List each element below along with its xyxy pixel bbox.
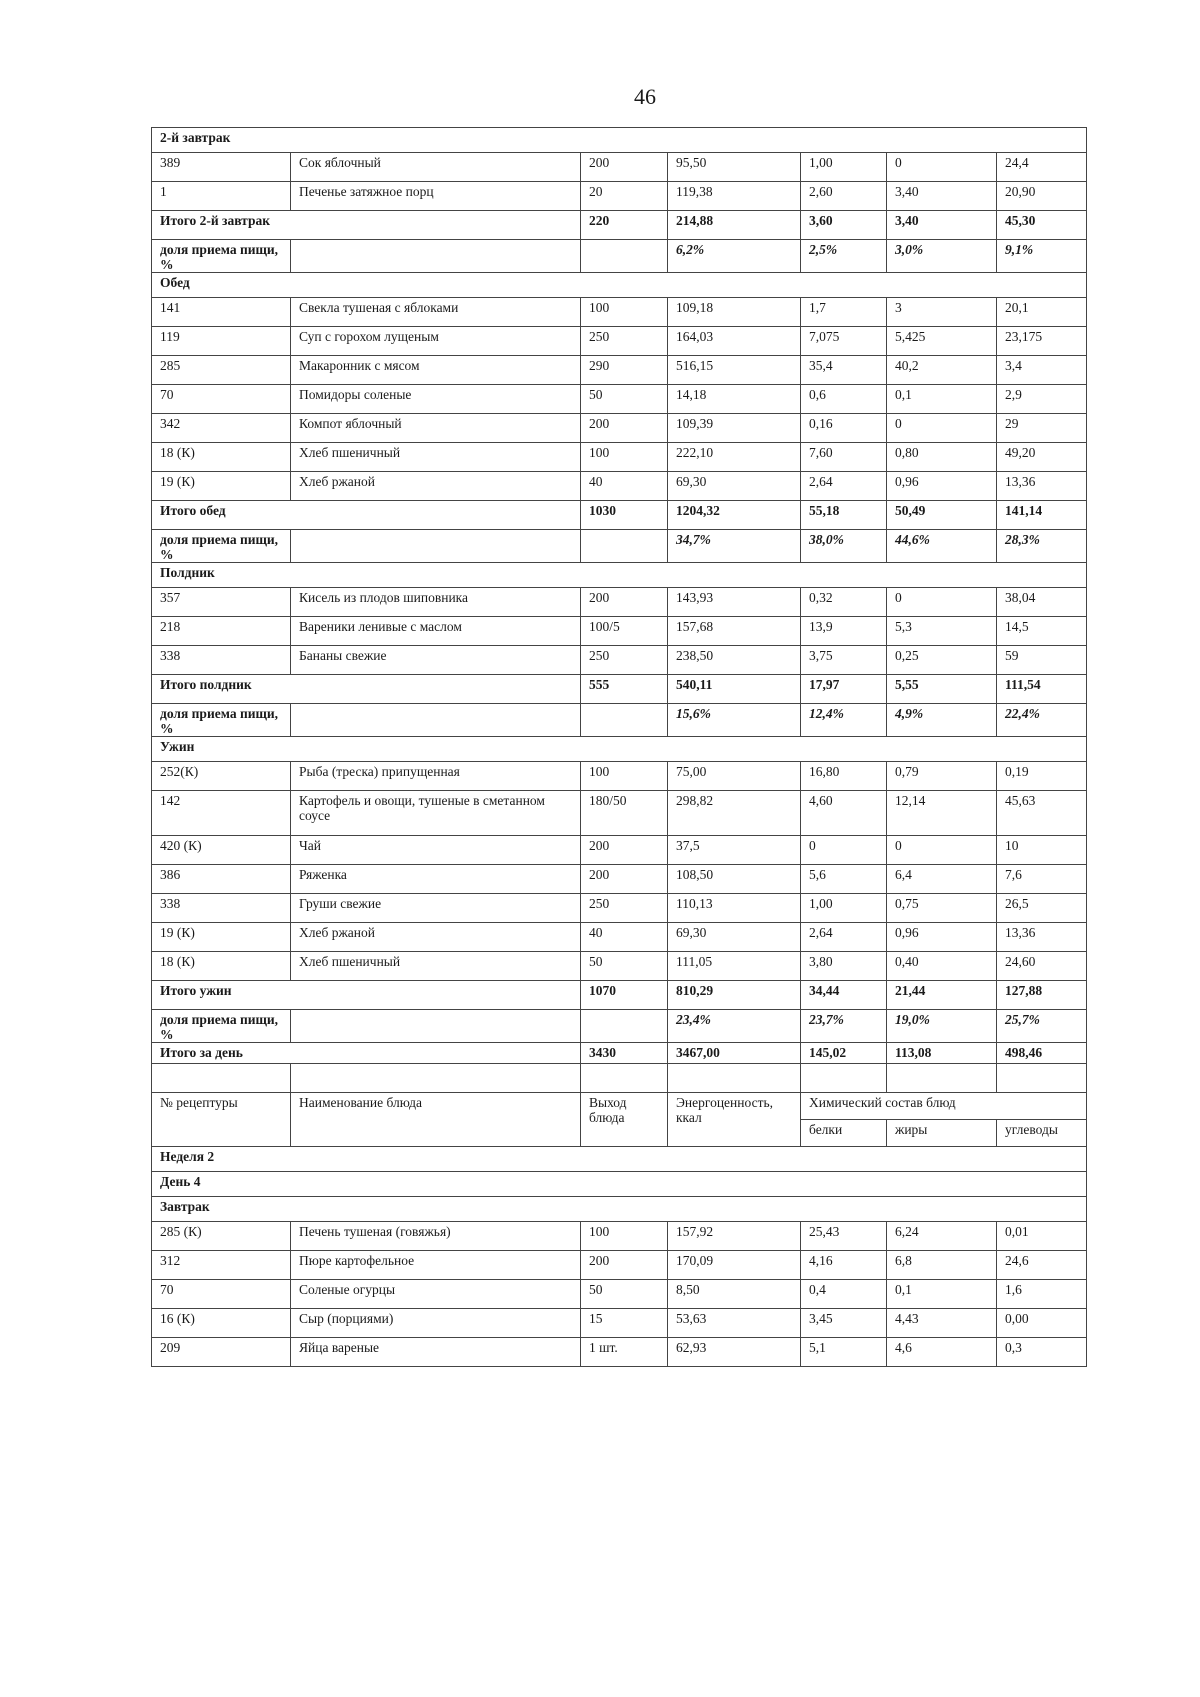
portion-value: 100	[581, 443, 668, 472]
total-portion: 1030	[581, 501, 668, 530]
section-heading-row	[152, 273, 1087, 298]
portion-value: 290	[581, 356, 668, 385]
share-row	[152, 1010, 1087, 1043]
protein-value: 1,00	[801, 894, 887, 923]
total-label: Итого 2-й завтрак	[152, 211, 581, 240]
carbs-value: 0,3	[997, 1338, 1087, 1367]
portion-value: 200	[581, 588, 668, 617]
energy-value: 75,00	[668, 762, 801, 791]
share-empty	[291, 240, 581, 273]
share-empty	[581, 530, 668, 563]
portion-value: 50	[581, 952, 668, 981]
share-empty	[291, 704, 581, 737]
share-energy: 23,4%	[668, 1010, 801, 1043]
table-row	[152, 617, 1087, 646]
protein-value: 4,60	[801, 791, 887, 836]
carbs-value: 7,6	[997, 865, 1087, 894]
total-label: Итого обед	[152, 501, 581, 530]
fat-value: 40,2	[887, 356, 997, 385]
portion-value: 180/50	[581, 791, 668, 836]
energy-value: 53,63	[668, 1309, 801, 1338]
portion-value: 200	[581, 414, 668, 443]
total-fat: 5,55	[887, 675, 997, 704]
menu-table	[151, 127, 1087, 1367]
energy-value: 69,30	[668, 923, 801, 952]
day-label: День 4	[152, 1172, 1087, 1197]
dish-name: Хлеб пшеничный	[291, 952, 581, 981]
table-row	[152, 1309, 1087, 1338]
carbs-value: 20,1	[997, 298, 1087, 327]
share-empty	[581, 704, 668, 737]
protein-value: 13,9	[801, 617, 887, 646]
recipe-code: 19 (К)	[152, 472, 291, 501]
energy-value: 62,93	[668, 1338, 801, 1367]
energy-value: 143,93	[668, 588, 801, 617]
total-fat: 3,40	[887, 211, 997, 240]
dish-name: Картофель и овощи, тушеные в сметанном соусе	[291, 791, 581, 836]
energy-value: 108,50	[668, 865, 801, 894]
carbs-value: 14,5	[997, 617, 1087, 646]
section-title: Обед	[152, 273, 1087, 298]
protein-value: 1,7	[801, 298, 887, 327]
portion-value: 100	[581, 1222, 668, 1251]
recipe-code: 16 (К)	[152, 1309, 291, 1338]
total-label: Итого полдник	[152, 675, 581, 704]
share-label: доля приема пищи, %	[152, 1010, 291, 1043]
table-row	[152, 472, 1087, 501]
energy-value: 37,5	[668, 836, 801, 865]
portion-value: 250	[581, 894, 668, 923]
recipe-code: 338	[152, 646, 291, 675]
carbs-value: 3,4	[997, 356, 1087, 385]
energy-value: 157,92	[668, 1222, 801, 1251]
week-label: Неделя 2	[152, 1147, 1087, 1172]
protein-value: 5,1	[801, 1338, 887, 1367]
fat-value: 0	[887, 153, 997, 182]
table-row	[152, 1251, 1087, 1280]
section-heading-row	[152, 737, 1087, 762]
carbs-value: 23,175	[997, 327, 1087, 356]
energy-value: 222,10	[668, 443, 801, 472]
fat-value: 4,43	[887, 1309, 997, 1338]
table-row	[152, 182, 1087, 211]
protein-value: 5,6	[801, 865, 887, 894]
portion-value: 200	[581, 865, 668, 894]
portion-value: 40	[581, 472, 668, 501]
protein-value: 2,64	[801, 472, 887, 501]
share-label: доля приема пищи, %	[152, 240, 291, 273]
table-row	[152, 646, 1087, 675]
table-row	[152, 836, 1087, 865]
carbs-value: 10	[997, 836, 1087, 865]
total-row	[152, 211, 1087, 240]
protein-value: 35,4	[801, 356, 887, 385]
header-protein: белки	[801, 1120, 887, 1147]
blank-cell	[887, 1064, 997, 1093]
energy-value: 516,15	[668, 356, 801, 385]
portion-value: 250	[581, 646, 668, 675]
share-carbs: 9,1%	[997, 240, 1087, 273]
dish-name: Ряженка	[291, 865, 581, 894]
dish-name: Компот яблочный	[291, 414, 581, 443]
carbs-value: 1,6	[997, 1280, 1087, 1309]
dish-name: Чай	[291, 836, 581, 865]
share-energy: 15,6%	[668, 704, 801, 737]
carbs-value: 49,20	[997, 443, 1087, 472]
share-energy: 34,7%	[668, 530, 801, 563]
table-row	[152, 443, 1087, 472]
share-energy: 6,2%	[668, 240, 801, 273]
blank-cell	[668, 1064, 801, 1093]
header-energy: Энергоценность, ккал	[668, 1093, 801, 1147]
fat-value: 5,425	[887, 327, 997, 356]
fat-value: 4,6	[887, 1338, 997, 1367]
protein-value: 0,16	[801, 414, 887, 443]
protein-value: 0	[801, 836, 887, 865]
energy-value: 14,18	[668, 385, 801, 414]
energy-value: 109,18	[668, 298, 801, 327]
header-carbs: углеводы	[997, 1120, 1087, 1147]
day-total-portion: 3430	[581, 1043, 668, 1064]
dish-name: Бананы свежие	[291, 646, 581, 675]
recipe-code: 252(К)	[152, 762, 291, 791]
share-fat: 19,0%	[887, 1010, 997, 1043]
carbs-value: 38,04	[997, 588, 1087, 617]
dish-name: Яйца вареные	[291, 1338, 581, 1367]
dish-name: Макаронник с мясом	[291, 356, 581, 385]
table-row	[152, 923, 1087, 952]
total-portion: 1070	[581, 981, 668, 1010]
menu-table-body	[152, 128, 1087, 1367]
week-row	[152, 1147, 1087, 1172]
portion-value: 250	[581, 327, 668, 356]
protein-value: 1,00	[801, 153, 887, 182]
dish-name: Помидоры соленые	[291, 385, 581, 414]
portion-value: 1 шт.	[581, 1338, 668, 1367]
blank-cell	[997, 1064, 1087, 1093]
fat-value: 0,96	[887, 923, 997, 952]
day-total-protein: 145,02	[801, 1043, 887, 1064]
portion-value: 100	[581, 762, 668, 791]
blank-cell	[801, 1064, 887, 1093]
carbs-value: 24,4	[997, 153, 1087, 182]
section-heading-row	[152, 128, 1087, 153]
recipe-code: 19 (К)	[152, 923, 291, 952]
header-chemical-composition: Химический состав блюд	[801, 1093, 1087, 1120]
recipe-code: 218	[152, 617, 291, 646]
share-label: доля приема пищи, %	[152, 704, 291, 737]
fat-value: 0,1	[887, 1280, 997, 1309]
carbs-value: 0,19	[997, 762, 1087, 791]
blank-cell	[581, 1064, 668, 1093]
recipe-code: 1	[152, 182, 291, 211]
protein-value: 7,075	[801, 327, 887, 356]
protein-value: 4,16	[801, 1251, 887, 1280]
fat-value: 0,96	[887, 472, 997, 501]
table-row	[152, 894, 1087, 923]
table-row	[152, 385, 1087, 414]
energy-value: 298,82	[668, 791, 801, 836]
protein-value: 2,60	[801, 182, 887, 211]
total-carbs: 141,14	[997, 501, 1087, 530]
share-fat: 3,0%	[887, 240, 997, 273]
protein-value: 16,80	[801, 762, 887, 791]
table-row	[152, 298, 1087, 327]
protein-value: 3,80	[801, 952, 887, 981]
recipe-code: 119	[152, 327, 291, 356]
fat-value: 6,24	[887, 1222, 997, 1251]
share-label: доля приема пищи, %	[152, 530, 291, 563]
protein-value: 0,4	[801, 1280, 887, 1309]
table-row	[152, 414, 1087, 443]
table-row	[152, 762, 1087, 791]
protein-value: 25,43	[801, 1222, 887, 1251]
total-carbs: 127,88	[997, 981, 1087, 1010]
portion-value: 50	[581, 385, 668, 414]
fat-value: 6,8	[887, 1251, 997, 1280]
share-empty	[291, 530, 581, 563]
recipe-code: 285	[152, 356, 291, 385]
recipe-code: 285 (К)	[152, 1222, 291, 1251]
portion-value: 200	[581, 153, 668, 182]
carbs-value: 13,36	[997, 923, 1087, 952]
recipe-code: 209	[152, 1338, 291, 1367]
dish-name: Печень тушеная (говяжья)	[291, 1222, 581, 1251]
energy-value: 110,13	[668, 894, 801, 923]
section-heading-row	[152, 563, 1087, 588]
dish-name: Хлеб ржаной	[291, 472, 581, 501]
total-portion: 555	[581, 675, 668, 704]
section-title: 2-й завтрак	[152, 128, 1087, 153]
section-title: Завтрак	[152, 1197, 1087, 1222]
energy-value: 111,05	[668, 952, 801, 981]
recipe-code: 18 (К)	[152, 443, 291, 472]
fat-value: 0	[887, 588, 997, 617]
page-number: 46	[634, 84, 656, 109]
portion-value: 50	[581, 1280, 668, 1309]
carbs-value: 13,36	[997, 472, 1087, 501]
share-protein: 38,0%	[801, 530, 887, 563]
carbs-value: 20,90	[997, 182, 1087, 211]
share-fat: 4,9%	[887, 704, 997, 737]
total-protein: 17,97	[801, 675, 887, 704]
day-total-label: Итого за день	[152, 1043, 581, 1064]
blank-cell	[152, 1064, 291, 1093]
share-row	[152, 240, 1087, 273]
total-energy: 810,29	[668, 981, 801, 1010]
column-header-row	[152, 1093, 1087, 1120]
total-carbs: 45,30	[997, 211, 1087, 240]
portion-value: 20	[581, 182, 668, 211]
fat-value: 3,40	[887, 182, 997, 211]
energy-value: 164,03	[668, 327, 801, 356]
total-protein: 55,18	[801, 501, 887, 530]
recipe-code: 142	[152, 791, 291, 836]
energy-value: 157,68	[668, 617, 801, 646]
fat-value: 0,25	[887, 646, 997, 675]
recipe-code: 18 (К)	[152, 952, 291, 981]
day-total-fat: 113,08	[887, 1043, 997, 1064]
dish-name: Пюре картофельное	[291, 1251, 581, 1280]
share-carbs: 28,3%	[997, 530, 1087, 563]
carbs-value: 0,01	[997, 1222, 1087, 1251]
carbs-value: 2,9	[997, 385, 1087, 414]
share-fat: 44,6%	[887, 530, 997, 563]
day-total-row	[152, 1043, 1087, 1064]
total-energy: 1204,32	[668, 501, 801, 530]
protein-value: 3,75	[801, 646, 887, 675]
protein-value: 3,45	[801, 1309, 887, 1338]
day-row	[152, 1172, 1087, 1197]
carbs-value: 59	[997, 646, 1087, 675]
header-dish-name: Наименование блюда	[291, 1093, 581, 1147]
dish-name: Хлеб пшеничный	[291, 443, 581, 472]
header-fat: жиры	[887, 1120, 997, 1147]
fat-value: 0,80	[887, 443, 997, 472]
carbs-value: 0,00	[997, 1309, 1087, 1338]
portion-value: 200	[581, 1251, 668, 1280]
table-row	[152, 327, 1087, 356]
day-total-carbs: 498,46	[997, 1043, 1087, 1064]
dish-name: Груши свежие	[291, 894, 581, 923]
section-title: Полдник	[152, 563, 1087, 588]
fat-value: 6,4	[887, 865, 997, 894]
header-recipe-code: № рецептуры	[152, 1093, 291, 1147]
protein-value: 0,6	[801, 385, 887, 414]
fat-value: 0,79	[887, 762, 997, 791]
recipe-code: 338	[152, 894, 291, 923]
portion-value: 40	[581, 923, 668, 952]
fat-value: 0,40	[887, 952, 997, 981]
share-carbs: 22,4%	[997, 704, 1087, 737]
total-energy: 540,11	[668, 675, 801, 704]
total-protein: 3,60	[801, 211, 887, 240]
section-title: Ужин	[152, 737, 1087, 762]
recipe-code: 389	[152, 153, 291, 182]
portion-value: 200	[581, 836, 668, 865]
fat-value: 0	[887, 836, 997, 865]
carbs-value: 29	[997, 414, 1087, 443]
recipe-code: 386	[152, 865, 291, 894]
table-row	[152, 356, 1087, 385]
table-row	[152, 952, 1087, 981]
energy-value: 95,50	[668, 153, 801, 182]
fat-value: 0	[887, 414, 997, 443]
share-row	[152, 530, 1087, 563]
header-portion: Выход блюда	[581, 1093, 668, 1147]
carbs-value: 45,63	[997, 791, 1087, 836]
fat-value: 0,1	[887, 385, 997, 414]
total-fat: 50,49	[887, 501, 997, 530]
total-row	[152, 675, 1087, 704]
table-row	[152, 588, 1087, 617]
fat-value: 3	[887, 298, 997, 327]
table-row	[152, 1338, 1087, 1367]
fat-value: 5,3	[887, 617, 997, 646]
protein-value: 7,60	[801, 443, 887, 472]
recipe-code: 312	[152, 1251, 291, 1280]
protein-value: 2,64	[801, 923, 887, 952]
portion-value: 100/5	[581, 617, 668, 646]
dish-name: Хлеб ржаной	[291, 923, 581, 952]
total-carbs: 111,54	[997, 675, 1087, 704]
protein-value: 0,32	[801, 588, 887, 617]
share-row	[152, 704, 1087, 737]
dish-name: Соленые огурцы	[291, 1280, 581, 1309]
share-protein: 2,5%	[801, 240, 887, 273]
fat-value: 0,75	[887, 894, 997, 923]
blank-row	[152, 1064, 1087, 1093]
energy-value: 8,50	[668, 1280, 801, 1309]
recipe-code: 342	[152, 414, 291, 443]
dish-name: Сыр (порциями)	[291, 1309, 581, 1338]
recipe-code: 357	[152, 588, 291, 617]
table-row	[152, 1280, 1087, 1309]
share-empty	[291, 1010, 581, 1043]
fat-value: 12,14	[887, 791, 997, 836]
share-empty	[581, 1010, 668, 1043]
carbs-value: 24,60	[997, 952, 1087, 981]
dish-name: Печенье затяжное порц	[291, 182, 581, 211]
energy-value: 119,38	[668, 182, 801, 211]
share-empty	[581, 240, 668, 273]
table-row	[152, 153, 1087, 182]
total-fat: 21,44	[887, 981, 997, 1010]
recipe-code: 70	[152, 385, 291, 414]
energy-value: 109,39	[668, 414, 801, 443]
recipe-code: 70	[152, 1280, 291, 1309]
share-carbs: 25,7%	[997, 1010, 1087, 1043]
energy-value: 238,50	[668, 646, 801, 675]
section-heading-row	[152, 1197, 1087, 1222]
dish-name: Кисель из плодов шиповника	[291, 588, 581, 617]
total-row	[152, 501, 1087, 530]
total-protein: 34,44	[801, 981, 887, 1010]
share-protein: 12,4%	[801, 704, 887, 737]
carbs-value: 24,6	[997, 1251, 1087, 1280]
day-total-energy: 3467,00	[668, 1043, 801, 1064]
recipe-code: 141	[152, 298, 291, 327]
energy-value: 69,30	[668, 472, 801, 501]
blank-cell	[291, 1064, 581, 1093]
dish-name: Суп с горохом лущеным	[291, 327, 581, 356]
dish-name: Свекла тушеная с яблоками	[291, 298, 581, 327]
table-row	[152, 1222, 1087, 1251]
total-portion: 220	[581, 211, 668, 240]
total-label: Итого ужин	[152, 981, 581, 1010]
dish-name: Вареники ленивые с маслом	[291, 617, 581, 646]
table-row	[152, 865, 1087, 894]
recipe-code: 420 (К)	[152, 836, 291, 865]
portion-value: 100	[581, 298, 668, 327]
total-energy: 214,88	[668, 211, 801, 240]
table-row	[152, 791, 1087, 836]
carbs-value: 26,5	[997, 894, 1087, 923]
portion-value: 15	[581, 1309, 668, 1338]
energy-value: 170,09	[668, 1251, 801, 1280]
dish-name: Сок яблочный	[291, 153, 581, 182]
share-protein: 23,7%	[801, 1010, 887, 1043]
dish-name: Рыба (треска) припущенная	[291, 762, 581, 791]
total-row	[152, 981, 1087, 1010]
